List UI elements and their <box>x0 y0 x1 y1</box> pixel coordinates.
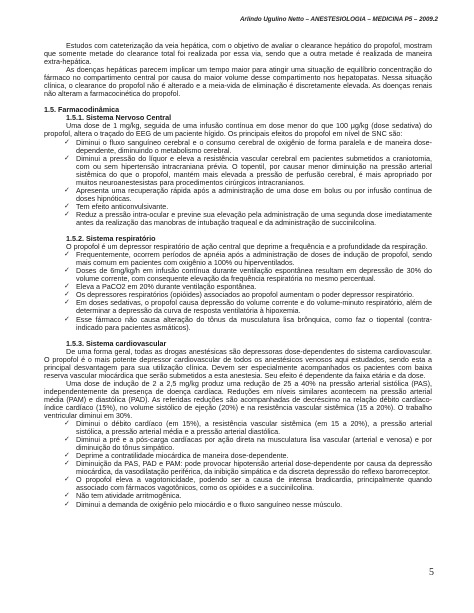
list-item-text: Diminuição da PAS, PAD e PAM: pode provocar hipotensão arterial dose-dependente por causa da depressão miocárdica, da vasodilatação periférica, da inibição simpática e da discreta depressão do reflexo barorreceptor. <box>76 459 432 477</box>
list-item-text: Diminui a pré e a pós-carga cardíacas por ação direta na musculatura lisa vascular (arterial e venosa) e por diminuição do tônus simpático. <box>76 435 432 453</box>
checkmark-icon: ✓ <box>64 492 70 500</box>
cardio-paragraph-1: De uma forma geral, todas as drogas anestésicas são depressoras dose-dependentes do sistema cardiovascular. O propofol é o mais potente depressor cardiovascular de todos os anestésicos venosos aqui estudados, sendo esta a principal desvantagem para sua utilização clínica. Devem ser especialmente acompanhados os pacientes com baixa reserva vascular miocárdica que serão submetidos a esta anestesia. Seu efeito é dependente da faixa etária e da dose. <box>44 346 432 380</box>
checkmark-icon: ✓ <box>64 186 70 194</box>
list-item <box>44 155 432 187</box>
checkmark-icon: ✓ <box>64 476 70 484</box>
running-header: Arlindo Ugulino Netto – ANESTESIOLOGIA – MEDICINA P5 – 2009.2 <box>239 16 438 23</box>
cardio-bullet-list <box>44 420 432 509</box>
checkmark-icon: ✓ <box>64 500 70 508</box>
resp-bullet-list <box>44 251 432 331</box>
checkmark-icon: ✓ <box>64 460 70 468</box>
checkmark-icon: ✓ <box>64 291 70 299</box>
checkmark-icon: ✓ <box>64 210 70 218</box>
list-item-text: Em doses sedativas, o propofol causa depressão do volume corrente e do volume-minuto respiratório, além de determinar a depressão da curva de resposta ventilatória à hipoxemia. <box>76 298 432 316</box>
checkmark-icon: ✓ <box>64 299 70 307</box>
list-item-text: Apresenta uma recuperação rápida após a administração de uma dose em bolus ou por infusão contínua de doses hipnóticas. <box>76 185 432 203</box>
list-item <box>44 211 432 227</box>
list-item-text: Não tem atividade arritmogênica. <box>76 491 182 501</box>
list-item-text: Frequentemente, ocorrem períodos de apnéia após a administração de doses de indução de propofol, sendo mais comum em pacientes com oxigênio a 100% ou hiperventilados. <box>76 250 432 268</box>
list-item-text: Diminui o fluxo sanguíneo cerebral e o consumo cerebral de oxigênio de forma paralela e de maneira dose-dependente, diminuindo o metabolismo cerebral. <box>76 137 432 155</box>
checkmark-icon: ✓ <box>64 315 70 323</box>
list-item <box>44 139 432 155</box>
checkmark-icon: ✓ <box>64 420 70 428</box>
page-content <box>44 42 432 509</box>
cardio-subheading: 1.5.3. Sistema cardiovascular <box>66 338 167 348</box>
list-item <box>44 251 432 267</box>
intro-paragraph-1: Estudos com cateterização da veia hepática, com o objetivo de avaliar o clearance hepático do propofol, mostram que somente metade do clearance total foi realizada por essa via, sendo que a outra metade é realizada de maneira extra-hepática. <box>44 41 432 67</box>
list-item-text: Reduz a pressão intra-ocular e previne sua elevação pela administração de uma segunda dose imediatamente antes da realização das manobras de intubação traqueal e da administração de succinilcolina. <box>76 209 432 227</box>
list-item <box>44 460 432 476</box>
list-item <box>44 436 432 452</box>
list-item-text: Esse fármaco não causa alteração do tônus da musculatura lisa brônquica, como faz o tiopental (contra-indicado para pacientes asmáticos). <box>76 314 432 332</box>
checkmark-icon: ✓ <box>64 267 70 275</box>
resp-intro: O propofol é um depressor respiratório de ação central que deprime a frequência e a profundidade da respiração. <box>66 242 428 252</box>
snc-bullet-list <box>44 139 432 228</box>
list-item <box>44 299 432 315</box>
checkmark-icon: ✓ <box>64 154 70 162</box>
list-item-text: Diminui a demanda de oxigênio pelo miocárdio e o fluxo sanguíneo nesse músculo. <box>76 499 343 509</box>
checkmark-icon: ✓ <box>64 251 70 259</box>
checkmark-icon: ✓ <box>64 283 70 291</box>
list-item <box>44 476 432 492</box>
list-item-text: Diminui o débito cardíaco (em 15%), a resistência vascular sistêmica (em 15 a 20%), a pressão arterial sistólica, a pressão arterial média e a pressão arterial diastólica. <box>76 419 432 437</box>
checkmark-icon: ✓ <box>64 202 70 210</box>
list-item <box>44 267 432 283</box>
intro-paragraph-2: As doenças hepáticas parecem implicar um tempo maior para atingir uma situação de equilíbrio concentração do fármaco no compartimento central por causa do maior volume desse compartimento nos hepatopatas. Nessa situação clínica, o clearance do propofol não é alterado e a meia-vida de eliminação é discretamente elevada. As doenças renais não alteram a farmacocinética do propofol. <box>44 65 432 99</box>
list-item <box>44 187 432 203</box>
list-item-text: Os depressores respiratórios (opióides) associados ao propofol aumentam o poder depressor respiratório. <box>76 290 414 300</box>
resp-subheading: 1.5.2. Sistema respiratório <box>66 234 156 244</box>
list-item-text: Deprime a contratilidade miocárdica de maneira dose-dependente. <box>76 451 289 461</box>
checkmark-icon: ✓ <box>64 452 70 460</box>
list-item <box>44 501 432 509</box>
cardio-paragraph-2: Uma dose de indução de 2 a 2,5 mg/kg produz uma redução de 25 a 40% na pressão arterial sistólica (PAS), independentemente da presença de doença cardíaca. Reduções em níveis similares acontecem na pressão arterial média (PAM) e diastólica (PAD). As referidas reduções são acompanhadas de decréscimo na relação débito cardíaco-índice cardíaco (15%), no volume sistólico de ejeção (20%) e na resistência vascular sistêmica (15 a 20%). O trabalho ventricular diminui em 30%. <box>44 378 432 421</box>
list-item-text: Eleva a PaCO2 em 20% durante ventilação espontânea. <box>76 282 257 292</box>
snc-subheading: 1.5.1. Sistema Nervoso Central <box>66 113 172 123</box>
section-title: 1.5. Farmacodinâmica <box>44 105 120 115</box>
list-item-text: Diminui a pressão do líquor e eleva a resistência vascular cerebral em pacientes submetidos a craniotomia, com ou sem hipertensão intracraniana prévia. O topentil, por causar menor diminuição na pressão arterial sistêmica do que o propofol, mantém mais elevada a pressão de perfusão cerebral, é mais apropriado por muitos neuroanestesistas para procedimentos cirúrgicos intracranianos. <box>76 153 432 187</box>
page-number: 5 <box>429 567 434 578</box>
snc-intro: Uma dose de 1 mg/kg, seguida de uma infusão contínua em dose menor do que 100 μg/kg (dose sedativa) do propofol, altera o traçado do EEG de um paciente hígido. Os principais efeitos do propofol em nível de SNC são: <box>44 121 432 139</box>
list-item <box>44 316 432 332</box>
list-item <box>44 420 432 436</box>
list-item-text: O propofol eleva a vagotonicidade, podendo ser a causa de intensa bradicardia, principalmente quando associado com fármacos vagotônicos, como os opióides e a succinilcolina. <box>76 475 432 493</box>
list-item-text: Doses de 6mg/kg/h em infusão contínua durante ventilação espontânea resultam em depressão de 30% do volume corrente, com consequente elevação da frequência respiratória no mesmo percentual. <box>76 266 432 284</box>
list-item-text: Tem efeito anticonvulsivante. <box>76 201 169 211</box>
checkmark-icon: ✓ <box>64 436 70 444</box>
checkmark-icon: ✓ <box>64 138 70 146</box>
